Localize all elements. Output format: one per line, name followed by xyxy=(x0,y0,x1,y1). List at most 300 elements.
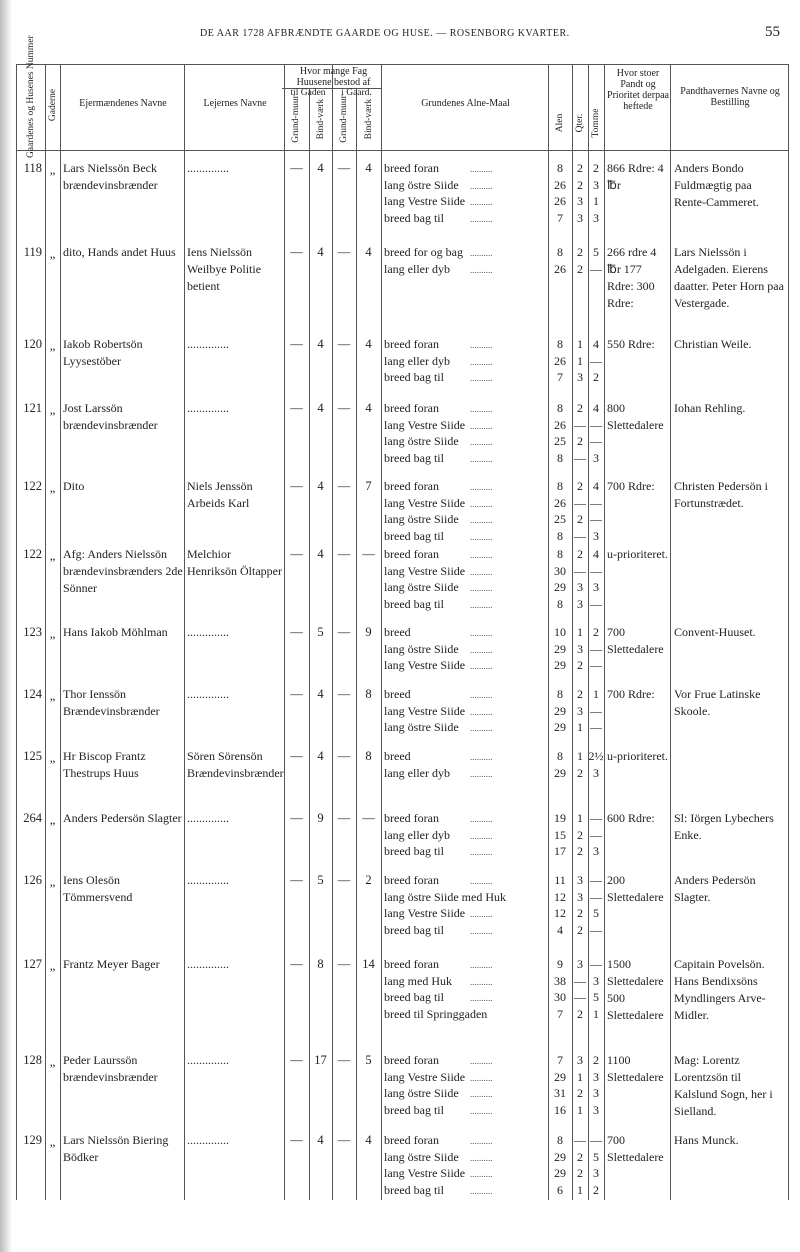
measure-tomme: 3 xyxy=(593,580,599,594)
measure-tomme: 5 xyxy=(593,906,599,920)
measure-alen: 17 xyxy=(554,844,566,858)
street-grundmur: — xyxy=(290,687,303,701)
tenant-name: .............. xyxy=(187,1133,229,1147)
yard-grundmur: — xyxy=(337,1053,351,1067)
measure-alen: 8 xyxy=(557,337,563,351)
tenant-name: .............. xyxy=(187,337,229,351)
owner-name: Afg: Anders Nielssön brændevinsbrænders 2de Sönner xyxy=(63,547,183,595)
measure-dots: .......... xyxy=(470,482,493,492)
measure-label: breed foran xyxy=(384,547,439,561)
measure-qter: 1 xyxy=(577,337,583,351)
measure-label: lang eller dyb xyxy=(384,353,450,368)
mortgage-amount: u-prioriteret. xyxy=(607,749,668,763)
measure-alen: 29 xyxy=(554,580,566,594)
yard-grundmur: — xyxy=(337,547,351,561)
measure-dots: .......... xyxy=(470,1072,493,1083)
measure-label: breed foran xyxy=(384,337,439,351)
measure-dots: .......... xyxy=(470,768,493,779)
measure-label: lang östre Siide xyxy=(384,177,459,192)
street-bindvaerk: 4 xyxy=(317,479,324,493)
col-header-grundmur: Grund-muur xyxy=(291,95,301,143)
measure-qter: 3 xyxy=(577,370,583,384)
entry-street-ditto: „ xyxy=(49,751,56,765)
col-header-bindvaerk-2: Bind-værk xyxy=(364,98,374,140)
street-bindvaerk: 9 xyxy=(317,811,324,825)
entry-number: 121 xyxy=(23,401,42,415)
entry-number: 126 xyxy=(23,873,42,887)
owner-name: Hans Iakob Möhlman xyxy=(63,625,168,639)
owner-name: Iens Olesön Tömmersvend xyxy=(63,873,133,904)
measure-tomme: — xyxy=(590,720,602,734)
measure-dots: .......... xyxy=(470,164,493,174)
tenant-name: .............. xyxy=(187,811,229,825)
measure-alen: 29 xyxy=(554,765,566,780)
entry-street-ditto: „ xyxy=(49,627,56,641)
street-bindvaerk: 4 xyxy=(317,687,324,701)
measure-label: lang Vestre Siide xyxy=(384,906,466,920)
measure-tomme: — xyxy=(590,563,602,578)
measure-qter: — xyxy=(574,450,586,465)
yard-grundmur: — xyxy=(337,811,351,825)
tenant-name: .............. xyxy=(187,161,229,175)
measure-qter: 2 xyxy=(577,261,583,276)
measure-tomme: 2 xyxy=(593,370,599,384)
mortgagee-name: Mag: Lorentz Lorentzsön til Kalslund Sogn, her i Sielland. xyxy=(674,1053,773,1118)
measure-tomme: 2½ xyxy=(588,749,604,763)
street-grundmur: — xyxy=(290,161,303,175)
owner-name: Peder Laurssön brændevinsbrænder xyxy=(63,1053,158,1084)
street-bindvaerk: 4 xyxy=(317,1133,324,1147)
owner-name: Hr Biscop Frantz Thestrups Huus xyxy=(63,749,146,780)
measure-dots: .......... xyxy=(470,498,493,509)
measure-label: lang östre Siide xyxy=(384,1086,459,1100)
measure-label: breed bag til xyxy=(384,922,444,937)
measure-dots: .......... xyxy=(470,1089,493,1099)
yard-bindvaerk: 8 xyxy=(365,687,372,701)
measure-dots: .......... xyxy=(470,723,493,733)
measure-dots: .......... xyxy=(470,531,493,542)
measure-tomme: 5 xyxy=(593,245,599,259)
entry-street-ditto: „ xyxy=(49,875,56,889)
measure-label: breed bag til xyxy=(384,450,444,465)
street-grundmur: — xyxy=(290,245,303,259)
mortgagee-name: Convent-Huuset. xyxy=(674,625,756,639)
measure-tomme: 1 xyxy=(593,1006,599,1021)
measure-label: breed foran xyxy=(384,161,439,175)
tenant-name: .............. xyxy=(187,957,229,971)
measure-alen: 8 xyxy=(557,479,563,493)
entry-number: 118 xyxy=(23,161,42,175)
measure-dots: .......... xyxy=(470,340,493,350)
measure-tomme: 4 xyxy=(593,479,599,493)
mortgage-amount: 700 Rdre: xyxy=(607,687,655,701)
measure-tomme: 2 xyxy=(593,161,599,175)
measure-qter: — xyxy=(574,528,586,543)
measure-dots: .......... xyxy=(470,356,493,367)
mortgage-amount: 600 Rdre: xyxy=(607,811,655,825)
measure-qter: 1 xyxy=(577,1069,583,1084)
measure-alen: 29 xyxy=(554,703,566,718)
owner-name: Lars Nielssön Biering Bödker xyxy=(63,1133,169,1164)
measure-alen: 29 xyxy=(554,641,566,656)
entry-street-ditto: „ xyxy=(49,549,56,563)
owner-name: Iakob Robertsön Lyysestöber xyxy=(63,337,143,368)
yard-bindvaerk: 4 xyxy=(365,337,372,351)
measure-qter: 3 xyxy=(577,889,583,904)
measure-alen: 8 xyxy=(557,547,563,561)
col-rule xyxy=(670,64,671,1200)
street-grundmur: — xyxy=(290,337,303,351)
street-bindvaerk: 4 xyxy=(317,161,324,175)
measure-dots: .......... xyxy=(470,248,493,258)
mortgage-amount: 700 Slettedalere xyxy=(607,625,664,656)
mortgagee-name: Christian Weile. xyxy=(674,337,752,351)
col-header-nummer: Gaardenes og Husenes Nummer xyxy=(26,35,36,158)
measure-alen: 25 xyxy=(554,434,566,448)
street-grundmur: — xyxy=(290,479,303,493)
measure-label: lang Vestre Siide xyxy=(384,563,466,578)
mortgagee-name: Sl: Iörgen Lybechers Enke. xyxy=(674,811,774,842)
measure-dots: .......... xyxy=(470,583,493,593)
measure-tomme: — xyxy=(590,512,602,526)
measure-qter: 2 xyxy=(577,1006,583,1021)
mortgagee-name: Christen Pedersön i Fortunstrædet. xyxy=(674,479,768,510)
street-bindvaerk: 8 xyxy=(317,957,324,971)
entry-street-ditto: „ xyxy=(49,1055,56,1069)
measure-tomme: 3 xyxy=(593,210,599,225)
mortgage-amount: 700 Slettedalere xyxy=(607,1133,664,1164)
tenant-name: .............. xyxy=(187,1053,229,1067)
measure-tomme: 3 xyxy=(593,1086,599,1100)
measure-alen: 8 xyxy=(557,528,563,543)
measure-label: breed foran xyxy=(384,811,439,825)
measure-qter: 2 xyxy=(577,177,583,192)
measure-label: lang östre Siide med Huk xyxy=(384,889,506,904)
measure-alen: 8 xyxy=(557,401,563,415)
measure-dots: .......... xyxy=(470,213,493,224)
measure-dots: .......... xyxy=(470,814,493,824)
yard-bindvaerk: 4 xyxy=(365,245,372,259)
yard-grundmur: — xyxy=(337,957,351,971)
mortgagee-name: Lars Nielssön i Adelgaden. Eierens daatter. Peter Horn paa Vestergade. xyxy=(674,245,784,310)
measure-qter: 2 xyxy=(577,547,583,561)
street-bindvaerk: 17 xyxy=(314,1053,327,1067)
measure-qter: 2 xyxy=(577,906,583,920)
yard-bindvaerk: 2 xyxy=(365,873,372,887)
mortgagee-name: Hans Munck. xyxy=(674,1133,739,1147)
measure-tomme: 4 xyxy=(593,547,599,561)
measure-qter: 1 xyxy=(577,625,583,639)
measure-label: breed foran xyxy=(384,873,439,887)
street-grundmur: — xyxy=(290,1133,303,1147)
owner-name: Anders Pedersön Slagter xyxy=(63,811,182,825)
entry-number: 124 xyxy=(23,687,42,701)
street-grundmur: — xyxy=(290,401,303,415)
yard-bindvaerk: 4 xyxy=(365,401,372,415)
measure-tomme: — xyxy=(590,873,602,887)
measure-qter: 3 xyxy=(577,1053,583,1067)
entry-street-ditto: „ xyxy=(49,339,56,353)
col-rule xyxy=(184,64,185,1200)
yard-bindvaerk: 14 xyxy=(362,957,375,971)
measure-qter: 2 xyxy=(577,844,583,858)
mortgage-amount: 700 Rdre: xyxy=(607,479,655,493)
measure-dots: .......... xyxy=(470,550,493,560)
street-grundmur: — xyxy=(290,1053,303,1067)
measure-qter: 3 xyxy=(577,210,583,225)
measure-dots: .......... xyxy=(470,993,493,1003)
measure-qter: 3 xyxy=(577,641,583,656)
measure-alen: 7 xyxy=(557,1053,563,1067)
entry-street-ditto: „ xyxy=(49,813,56,827)
mortgage-amount: 266 rdre 4 ℔r 177 Rdre: 300 Rdre: xyxy=(607,245,657,310)
yard-bindvaerk: — xyxy=(362,547,375,561)
measure-qter: 2 xyxy=(577,827,583,842)
col-header-grundmur-2: Grund-muur xyxy=(339,95,349,143)
tenant-name: Iens Nielssön Weilbye Politie betient xyxy=(187,245,262,293)
street-grundmur: — xyxy=(290,811,303,825)
measure-dots: .......... xyxy=(470,437,493,447)
measure-tomme: — xyxy=(590,889,602,904)
measure-label: breed bag til xyxy=(384,1102,444,1117)
measure-label: breed bag til xyxy=(384,990,444,1004)
measure-alen: 26 xyxy=(554,495,566,510)
yard-bindvaerk: 7 xyxy=(365,479,372,493)
measure-label: breed xyxy=(384,625,411,639)
header-bottom-rule xyxy=(16,150,788,151)
yard-grundmur: — xyxy=(337,749,351,763)
measure-tomme: — xyxy=(590,417,602,432)
measure-alen: 26 xyxy=(554,194,566,208)
measure-alen: 38 xyxy=(554,973,566,988)
measure-tomme: 4 xyxy=(593,337,599,351)
measure-alen: 8 xyxy=(557,245,563,259)
measure-label: lang östre Siide xyxy=(384,641,459,656)
entry-street-ditto: „ xyxy=(49,481,56,495)
yard-grundmur: — xyxy=(337,1133,351,1147)
col-rule xyxy=(604,64,605,1200)
owner-name: dito, Hands andet Huus xyxy=(63,245,176,259)
measure-qter: 2 xyxy=(577,479,583,493)
measure-dots: .......... xyxy=(470,909,493,919)
measure-qter: 2 xyxy=(577,658,583,672)
measure-tomme: 2 xyxy=(593,1182,599,1197)
measure-qter: — xyxy=(574,417,586,432)
measure-qter: 1 xyxy=(577,749,583,763)
measure-dots: .......... xyxy=(470,752,493,762)
measure-dots: .......... xyxy=(470,566,493,577)
measure-dots: .......... xyxy=(470,420,493,431)
measure-qter: 2 xyxy=(577,1149,583,1164)
measure-tomme: 3 xyxy=(593,973,599,988)
measure-alen: 30 xyxy=(554,563,566,578)
measure-alen: 31 xyxy=(554,1086,566,1100)
measure-tomme: 5 xyxy=(593,990,599,1004)
street-bindvaerk: 4 xyxy=(317,245,324,259)
entry-number: 125 xyxy=(23,749,42,763)
street-grundmur: — xyxy=(290,625,303,639)
measure-label: breed for og bag xyxy=(384,245,463,259)
measure-qter: 1 xyxy=(577,811,583,825)
entry-number: 128 xyxy=(23,1053,42,1067)
measure-alen: 15 xyxy=(554,827,566,842)
measure-label: lang östre Siide xyxy=(384,1149,459,1164)
measure-label: lang med Huk xyxy=(384,973,452,988)
measure-label: lang eller dyb xyxy=(384,261,450,276)
tenant-name: Melchior Henriksön Öltapper xyxy=(187,547,282,578)
entry-street-ditto: „ xyxy=(49,959,56,973)
measure-dots: .......... xyxy=(470,1105,493,1116)
tenant-name: .............. xyxy=(187,625,229,639)
measure-tomme: 3 xyxy=(593,450,599,465)
measure-qter: 2 xyxy=(577,1086,583,1100)
street-grundmur: — xyxy=(290,873,303,887)
entry-number: 123 xyxy=(23,625,42,639)
yard-bindvaerk: 8 xyxy=(365,749,372,763)
yard-grundmur: — xyxy=(337,245,351,259)
measure-label: breed bag til xyxy=(384,370,444,384)
measure-label: lang Vestre Siide xyxy=(384,658,466,672)
mortgage-amount: 1100 Slettedalere xyxy=(607,1053,664,1084)
measure-qter: 2 xyxy=(577,434,583,448)
measure-tomme: 2 xyxy=(593,625,599,639)
yard-grundmur: — xyxy=(337,687,351,701)
measure-alen: 8 xyxy=(557,161,563,175)
measure-label: breed foran xyxy=(384,479,439,493)
measure-tomme: 3 xyxy=(593,528,599,543)
measure-dots: .......... xyxy=(470,1169,493,1179)
col-header-lejer: Lejernes Navne xyxy=(203,98,267,109)
measure-tomme: 4 xyxy=(593,401,599,415)
measure-qter: 2 xyxy=(577,765,583,780)
street-bindvaerk: 4 xyxy=(317,337,324,351)
yard-bindvaerk: 4 xyxy=(365,1133,372,1147)
measure-qter: 1 xyxy=(577,1102,583,1117)
measure-dots: .......... xyxy=(470,876,493,886)
measure-label: breed foran xyxy=(384,1053,439,1067)
measure-qter: 2 xyxy=(577,245,583,259)
measure-label: breed bag til xyxy=(384,844,444,858)
measure-tomme: — xyxy=(590,658,602,672)
measure-dots: .......... xyxy=(470,404,493,414)
measure-dots: .......... xyxy=(470,453,493,464)
measure-dots: .......... xyxy=(470,706,493,717)
measure-tomme: — xyxy=(590,957,602,971)
col-rule xyxy=(788,64,789,1200)
mortgage-amount: 800 Slettedalere xyxy=(607,401,664,432)
measure-tomme: 1 xyxy=(593,687,599,701)
measure-label: lang östre Siide xyxy=(384,580,459,594)
measure-dots: .......... xyxy=(470,976,493,987)
measure-tomme: 3 xyxy=(593,1166,599,1180)
measure-alen: 10 xyxy=(554,625,566,639)
entry-street-ditto: „ xyxy=(49,1135,56,1149)
mortgagee-name: Anders Bondo Fuldmægtig paa Rente-Cammeret. xyxy=(674,161,759,209)
measure-tomme: 3 xyxy=(593,844,599,858)
measure-tomme: 3 xyxy=(593,765,599,780)
measure-alen: 8 xyxy=(557,749,563,763)
measure-dots: .......... xyxy=(470,1056,493,1066)
table-top-rule xyxy=(16,64,788,65)
measure-alen: 26 xyxy=(554,177,566,192)
col-rule xyxy=(381,64,382,1200)
measure-label: lang östre Siide xyxy=(384,512,459,526)
col-header-i-gaard: i Gaard. xyxy=(341,88,372,98)
measure-dots: .......... xyxy=(470,960,493,970)
measure-label: breed bag til xyxy=(384,210,444,225)
measure-tomme: 2 xyxy=(593,1053,599,1067)
measure-dots: .......... xyxy=(470,847,493,857)
measure-alen: 7 xyxy=(557,370,563,384)
col-header-tomme: Tomme xyxy=(591,108,601,138)
measure-alen: 29 xyxy=(554,1166,566,1180)
entry-number: 129 xyxy=(23,1133,42,1147)
measure-qter: 2 xyxy=(577,922,583,937)
measure-label: lang Vestre Siide xyxy=(384,417,466,432)
measure-alen: 11 xyxy=(554,873,566,887)
measure-label: breed xyxy=(384,749,411,763)
measure-alen: 8 xyxy=(557,596,563,611)
col-header-alen: Alen xyxy=(555,113,565,133)
owner-name: Thor Ienssön Brændevinsbrænder xyxy=(63,687,160,718)
measure-tomme: — xyxy=(590,596,602,611)
measure-qter: 3 xyxy=(577,596,583,611)
measure-alen: 26 xyxy=(554,353,566,368)
col-header-ejer: Ejermændenes Navne xyxy=(79,98,167,109)
col-header-fag: Hvor mange Fag Huusene bestod af xyxy=(296,66,371,88)
measure-qter: 1 xyxy=(577,353,583,368)
entry-number: 122 xyxy=(23,547,42,561)
yard-grundmur: — xyxy=(337,337,351,351)
measure-qter: 2 xyxy=(577,512,583,526)
street-bindvaerk: 5 xyxy=(317,873,324,887)
mortgage-amount: 1500 Slettedalere 500 Slettedalere xyxy=(607,957,664,1022)
mortgagee-name: Iohan Rehling. xyxy=(674,401,746,415)
measure-qter: — xyxy=(574,990,586,1004)
measure-qter: 1 xyxy=(577,720,583,734)
measure-dots: .......... xyxy=(470,373,493,383)
col-header-qter: Qter. xyxy=(575,113,585,133)
measure-alen: 8 xyxy=(557,450,563,465)
measure-tomme: — xyxy=(590,434,602,448)
measure-dots: .......... xyxy=(470,1136,493,1146)
tenant-name: .............. xyxy=(187,687,229,701)
owner-name: Jost Larssön brændevinsbrænder xyxy=(63,401,158,432)
measure-alen: 6 xyxy=(557,1182,563,1197)
measure-dots: .......... xyxy=(470,690,493,700)
entry-number: 122 xyxy=(23,479,42,493)
col-header-pant: Hvor stoer Pandt og Prioritet derpaa heftede xyxy=(607,68,669,112)
tenant-name: Sören Sörensön Brændevinsbrænder xyxy=(187,749,284,780)
measure-dots: .......... xyxy=(470,264,493,275)
entry-street-ditto: „ xyxy=(49,403,56,417)
measure-alen: 12 xyxy=(554,889,566,904)
measure-alen: 9 xyxy=(557,957,563,971)
yard-bindvaerk: 4 xyxy=(365,161,372,175)
measure-tomme: — xyxy=(590,495,602,510)
measure-label: lang eller dyb xyxy=(384,827,450,842)
measure-qter: 1 xyxy=(577,1182,583,1197)
measure-dots: .......... xyxy=(470,628,493,638)
street-bindvaerk: 4 xyxy=(317,547,324,561)
street-grundmur: — xyxy=(290,749,303,763)
street-bindvaerk: 5 xyxy=(317,625,324,639)
mortgagee-name: Vor Frue Latinske Skoole. xyxy=(674,687,761,718)
street-bindvaerk: 4 xyxy=(317,401,324,415)
measure-qter: 3 xyxy=(577,703,583,718)
col-header-til-gaden: til Gaden xyxy=(290,88,326,98)
mortgage-amount: 866 Rdre: 4 ℔r xyxy=(607,161,664,192)
